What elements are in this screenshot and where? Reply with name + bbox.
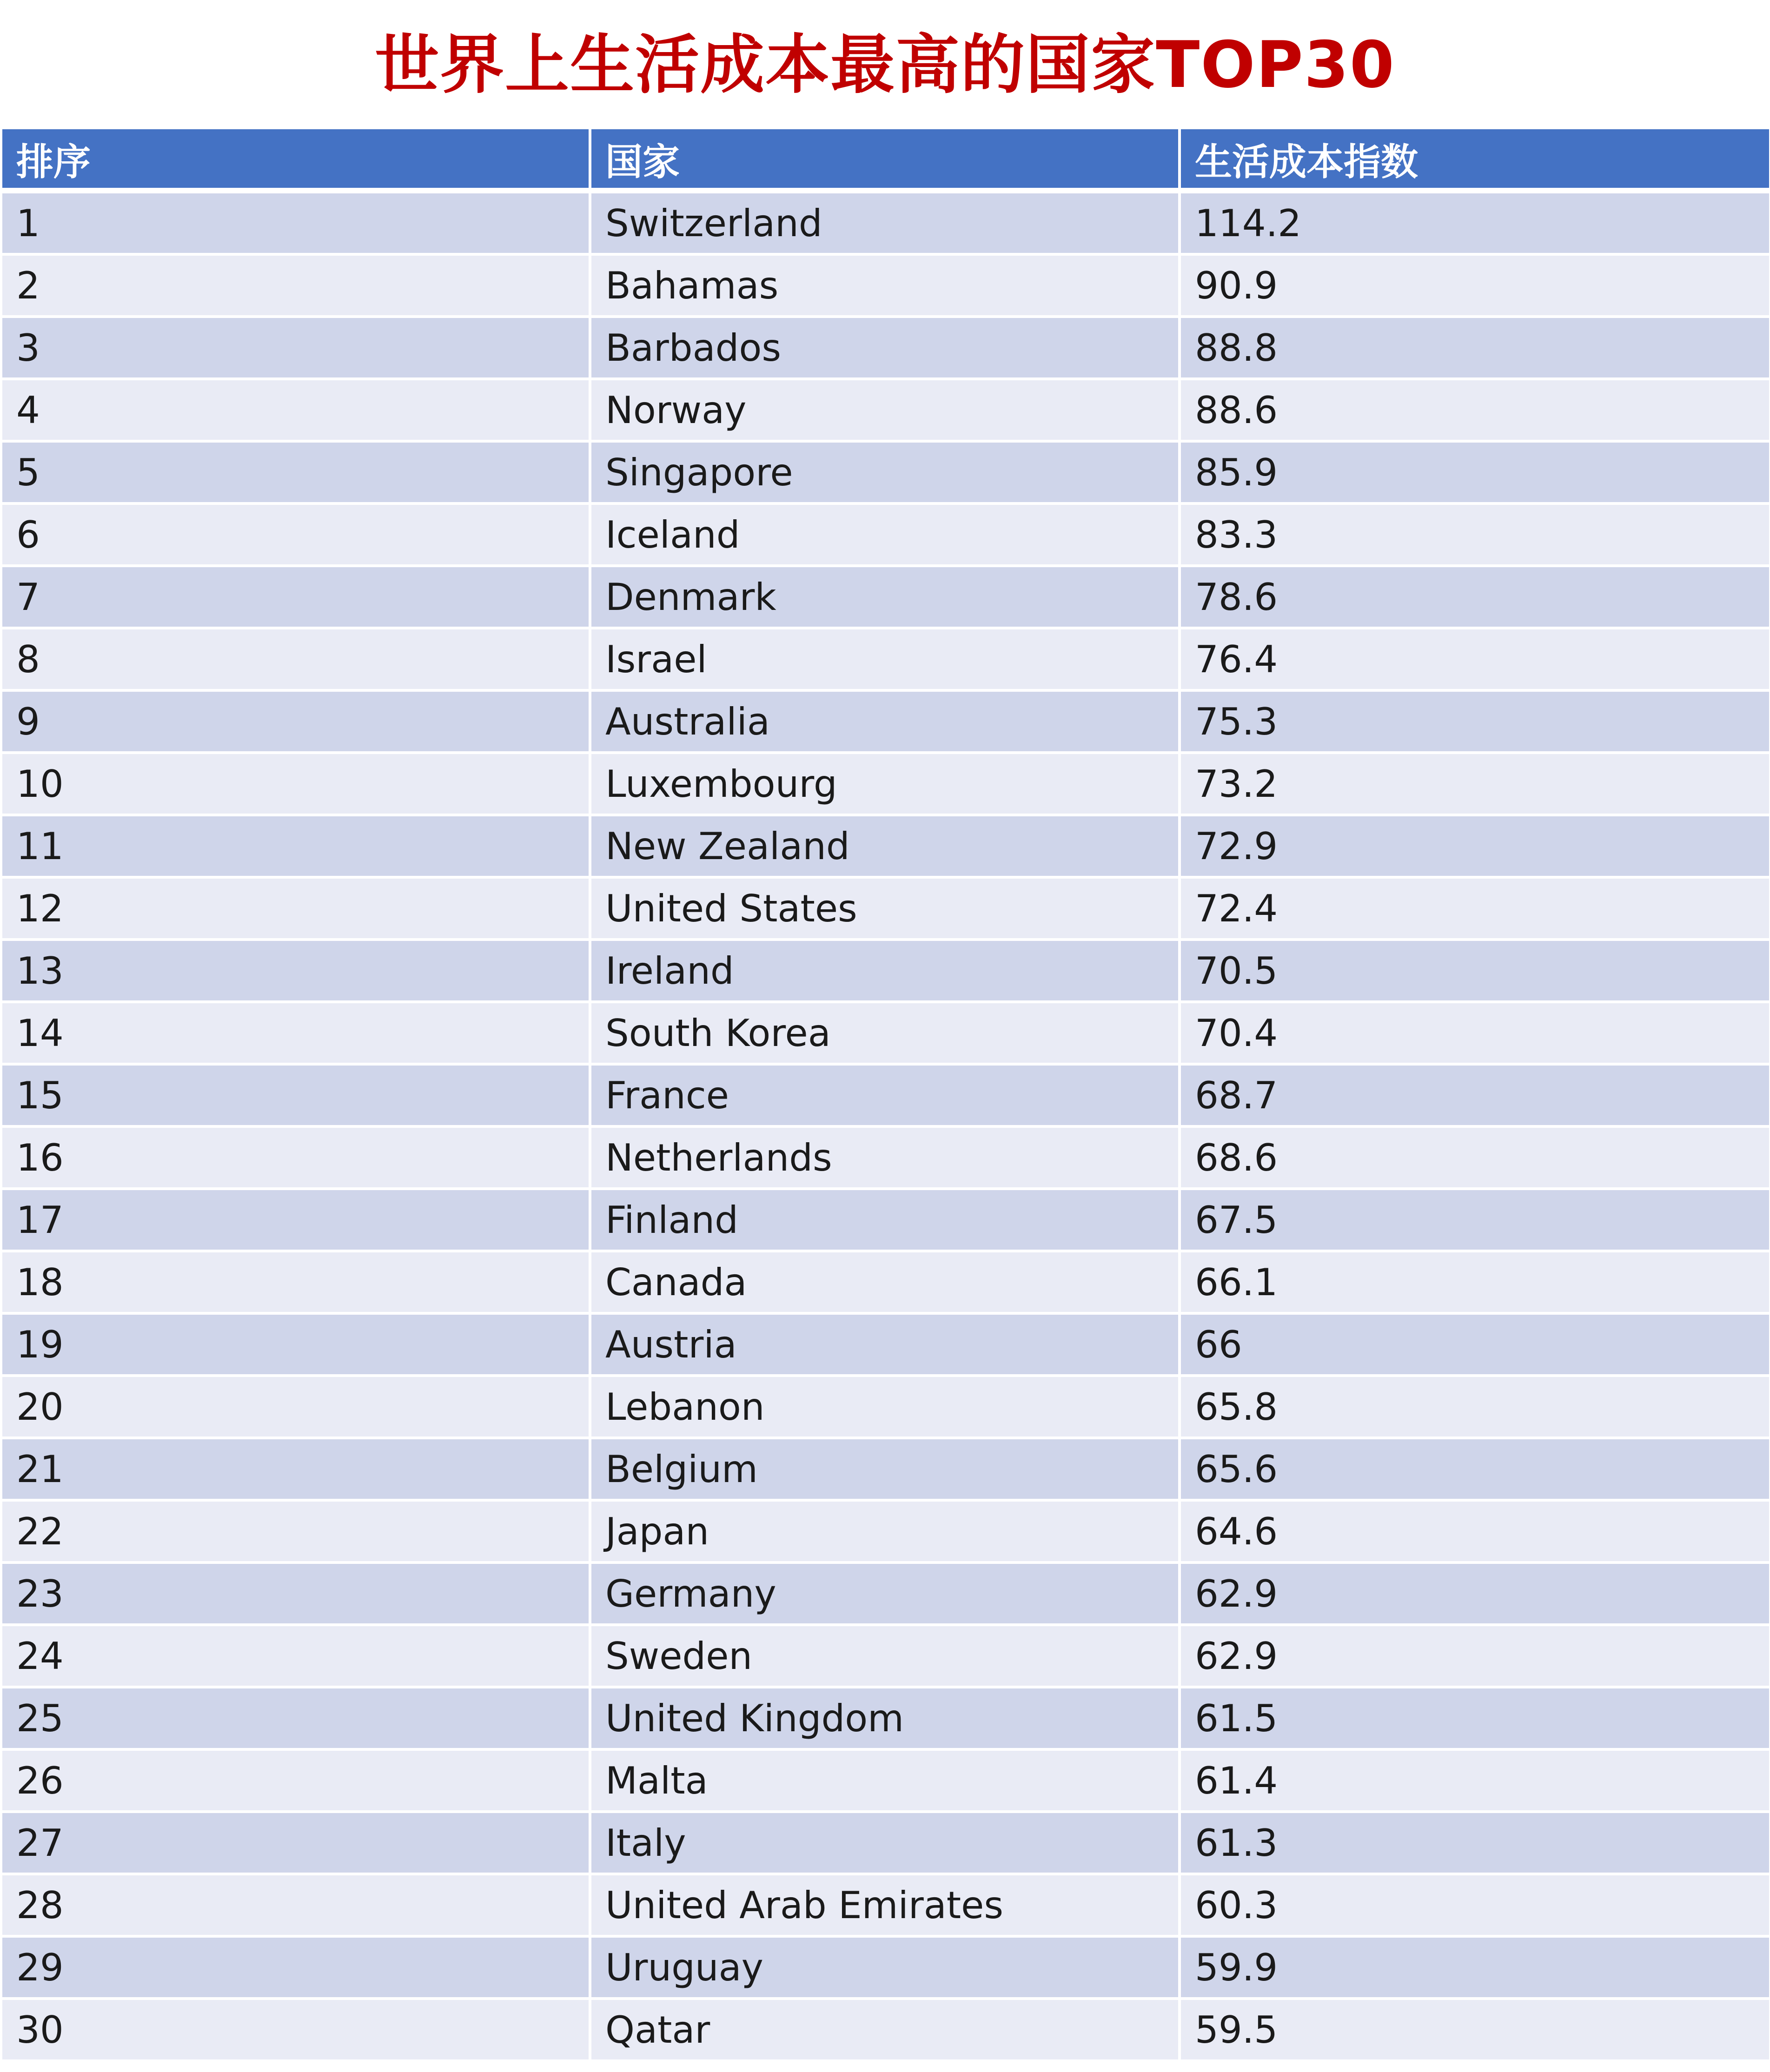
cell-rank: 26 bbox=[2, 1749, 590, 1812]
table-row bbox=[2, 1625, 1769, 1687]
table-row bbox=[2, 1438, 1769, 1500]
cell-country: Austria bbox=[590, 1313, 1180, 1376]
cell-country: Sweden bbox=[590, 1625, 1180, 1687]
table-row bbox=[2, 628, 1769, 690]
cell-rank: 3 bbox=[2, 317, 590, 379]
cell-cost-index: 75.3 bbox=[1180, 690, 1769, 753]
table-row bbox=[2, 1376, 1769, 1438]
cell-rank: 4 bbox=[2, 379, 590, 441]
cell-cost-index: 61.5 bbox=[1180, 1687, 1769, 1749]
cell-cost-index: 78.6 bbox=[1180, 566, 1769, 628]
cell-country: United Arab Emirates bbox=[590, 1874, 1180, 1936]
cell-cost-index: 90.9 bbox=[1180, 254, 1769, 317]
cell-cost-index: 59.5 bbox=[1180, 1999, 1769, 2061]
cell-country: Iceland bbox=[590, 503, 1180, 566]
cell-rank: 23 bbox=[2, 1562, 590, 1625]
table-row bbox=[2, 690, 1769, 753]
cell-country: Belgium bbox=[590, 1438, 1180, 1500]
cell-rank: 6 bbox=[2, 503, 590, 566]
cell-country: Barbados bbox=[590, 317, 1180, 379]
table-row bbox=[2, 753, 1769, 815]
table-row bbox=[2, 1687, 1769, 1749]
header-cost-index: 生活成本指数 bbox=[1180, 129, 1769, 191]
cost-of-living-table bbox=[2, 129, 1769, 2062]
cell-country: Bahamas bbox=[590, 254, 1180, 317]
cell-country: Netherlands bbox=[590, 1126, 1180, 1189]
table-row bbox=[2, 379, 1769, 441]
cell-cost-index: 70.5 bbox=[1180, 940, 1769, 1002]
cell-country: United States bbox=[590, 877, 1180, 940]
cell-country: Finland bbox=[590, 1189, 1180, 1251]
cell-cost-index: 88.6 bbox=[1180, 379, 1769, 441]
table-row bbox=[2, 1064, 1769, 1126]
table-row bbox=[2, 1126, 1769, 1189]
table-row bbox=[2, 1936, 1769, 1999]
table-body bbox=[2, 191, 1769, 2061]
cell-country: Canada bbox=[590, 1251, 1180, 1313]
cell-country: South Korea bbox=[590, 1002, 1180, 1064]
cell-rank: 25 bbox=[2, 1687, 590, 1749]
cell-rank: 13 bbox=[2, 940, 590, 1002]
cell-rank: 30 bbox=[2, 1999, 590, 2061]
cell-country: Australia bbox=[590, 690, 1180, 753]
cell-cost-index: 68.7 bbox=[1180, 1064, 1769, 1126]
cell-cost-index: 88.8 bbox=[1180, 317, 1769, 379]
cell-rank: 29 bbox=[2, 1936, 590, 1999]
cell-country: Switzerland bbox=[590, 191, 1180, 254]
cell-cost-index: 72.4 bbox=[1180, 877, 1769, 940]
cell-country: Uruguay bbox=[590, 1936, 1180, 1999]
table-row bbox=[2, 1999, 1769, 2061]
table-row bbox=[2, 1313, 1769, 1376]
cell-rank: 8 bbox=[2, 628, 590, 690]
cell-cost-index: 61.3 bbox=[1180, 1812, 1769, 1874]
cell-cost-index: 72.9 bbox=[1180, 815, 1769, 877]
header-rank: 排序 bbox=[2, 129, 590, 191]
cell-rank: 19 bbox=[2, 1313, 590, 1376]
cell-cost-index: 73.2 bbox=[1180, 753, 1769, 815]
cell-country: Denmark bbox=[590, 566, 1180, 628]
table-row bbox=[2, 877, 1769, 940]
header-country: 国家 bbox=[590, 129, 1180, 191]
cell-rank: 5 bbox=[2, 441, 590, 503]
cell-country: Japan bbox=[590, 1500, 1180, 1562]
cell-cost-index: 64.6 bbox=[1180, 1500, 1769, 1562]
table-row bbox=[2, 1874, 1769, 1936]
cell-cost-index: 62.9 bbox=[1180, 1562, 1769, 1625]
cell-country: Israel bbox=[590, 628, 1180, 690]
cell-rank: 1 bbox=[2, 191, 590, 254]
cell-rank: 11 bbox=[2, 815, 590, 877]
cell-country: Luxembourg bbox=[590, 753, 1180, 815]
table-row bbox=[2, 1500, 1769, 1562]
cell-rank: 22 bbox=[2, 1500, 590, 1562]
cell-rank: 27 bbox=[2, 1812, 590, 1874]
cell-country: Italy bbox=[590, 1812, 1180, 1874]
cell-cost-index: 65.6 bbox=[1180, 1438, 1769, 1500]
cell-cost-index: 59.9 bbox=[1180, 1936, 1769, 1999]
cell-country: Germany bbox=[590, 1562, 1180, 1625]
cell-rank: 21 bbox=[2, 1438, 590, 1500]
cell-rank: 7 bbox=[2, 566, 590, 628]
cell-rank: 17 bbox=[2, 1189, 590, 1251]
table-row bbox=[2, 1562, 1769, 1625]
cell-cost-index: 83.3 bbox=[1180, 503, 1769, 566]
table-row bbox=[2, 1812, 1769, 1874]
table-row bbox=[2, 254, 1769, 317]
cell-cost-index: 60.3 bbox=[1180, 1874, 1769, 1936]
cell-cost-index: 68.6 bbox=[1180, 1126, 1769, 1189]
cell-country: Malta bbox=[590, 1749, 1180, 1812]
cell-country: Lebanon bbox=[590, 1376, 1180, 1438]
cell-rank: 14 bbox=[2, 1002, 590, 1064]
cell-cost-index: 85.9 bbox=[1180, 441, 1769, 503]
table-row bbox=[2, 191, 1769, 254]
cell-cost-index: 114.2 bbox=[1180, 191, 1769, 254]
cell-rank: 18 bbox=[2, 1251, 590, 1313]
page-title: 世界上生活成本最高的国家TOP30 bbox=[375, 27, 1395, 102]
cell-rank: 12 bbox=[2, 877, 590, 940]
cell-cost-index: 76.4 bbox=[1180, 628, 1769, 690]
cell-country: Ireland bbox=[590, 940, 1180, 1002]
cell-rank: 28 bbox=[2, 1874, 590, 1936]
cell-rank: 24 bbox=[2, 1625, 590, 1687]
table-row bbox=[2, 1002, 1769, 1064]
cell-rank: 16 bbox=[2, 1126, 590, 1189]
table-row bbox=[2, 1749, 1769, 1812]
table-row bbox=[2, 503, 1769, 566]
cell-country: New Zealand bbox=[590, 815, 1180, 877]
cell-cost-index: 66 bbox=[1180, 1313, 1769, 1376]
table-row bbox=[2, 317, 1769, 379]
cell-country: Singapore bbox=[590, 441, 1180, 503]
cell-country: Norway bbox=[590, 379, 1180, 441]
cell-cost-index: 62.9 bbox=[1180, 1625, 1769, 1687]
table-header-row bbox=[2, 129, 1769, 191]
cell-cost-index: 66.1 bbox=[1180, 1251, 1769, 1313]
cell-cost-index: 67.5 bbox=[1180, 1189, 1769, 1251]
cell-cost-index: 70.4 bbox=[1180, 1002, 1769, 1064]
cell-cost-index: 65.8 bbox=[1180, 1376, 1769, 1438]
cell-country: France bbox=[590, 1064, 1180, 1126]
cell-rank: 9 bbox=[2, 690, 590, 753]
cell-rank: 2 bbox=[2, 254, 590, 317]
cell-rank: 20 bbox=[2, 1376, 590, 1438]
table-row bbox=[2, 1251, 1769, 1313]
cell-rank: 15 bbox=[2, 1064, 590, 1126]
cell-country: United Kingdom bbox=[590, 1687, 1180, 1749]
table-row bbox=[2, 940, 1769, 1002]
cell-rank: 10 bbox=[2, 753, 590, 815]
cell-country: Qatar bbox=[590, 1999, 1180, 2061]
table-row bbox=[2, 566, 1769, 628]
cell-cost-index: 61.4 bbox=[1180, 1749, 1769, 1812]
table-row bbox=[2, 441, 1769, 503]
table-row bbox=[2, 1189, 1769, 1251]
table-row bbox=[2, 815, 1769, 877]
